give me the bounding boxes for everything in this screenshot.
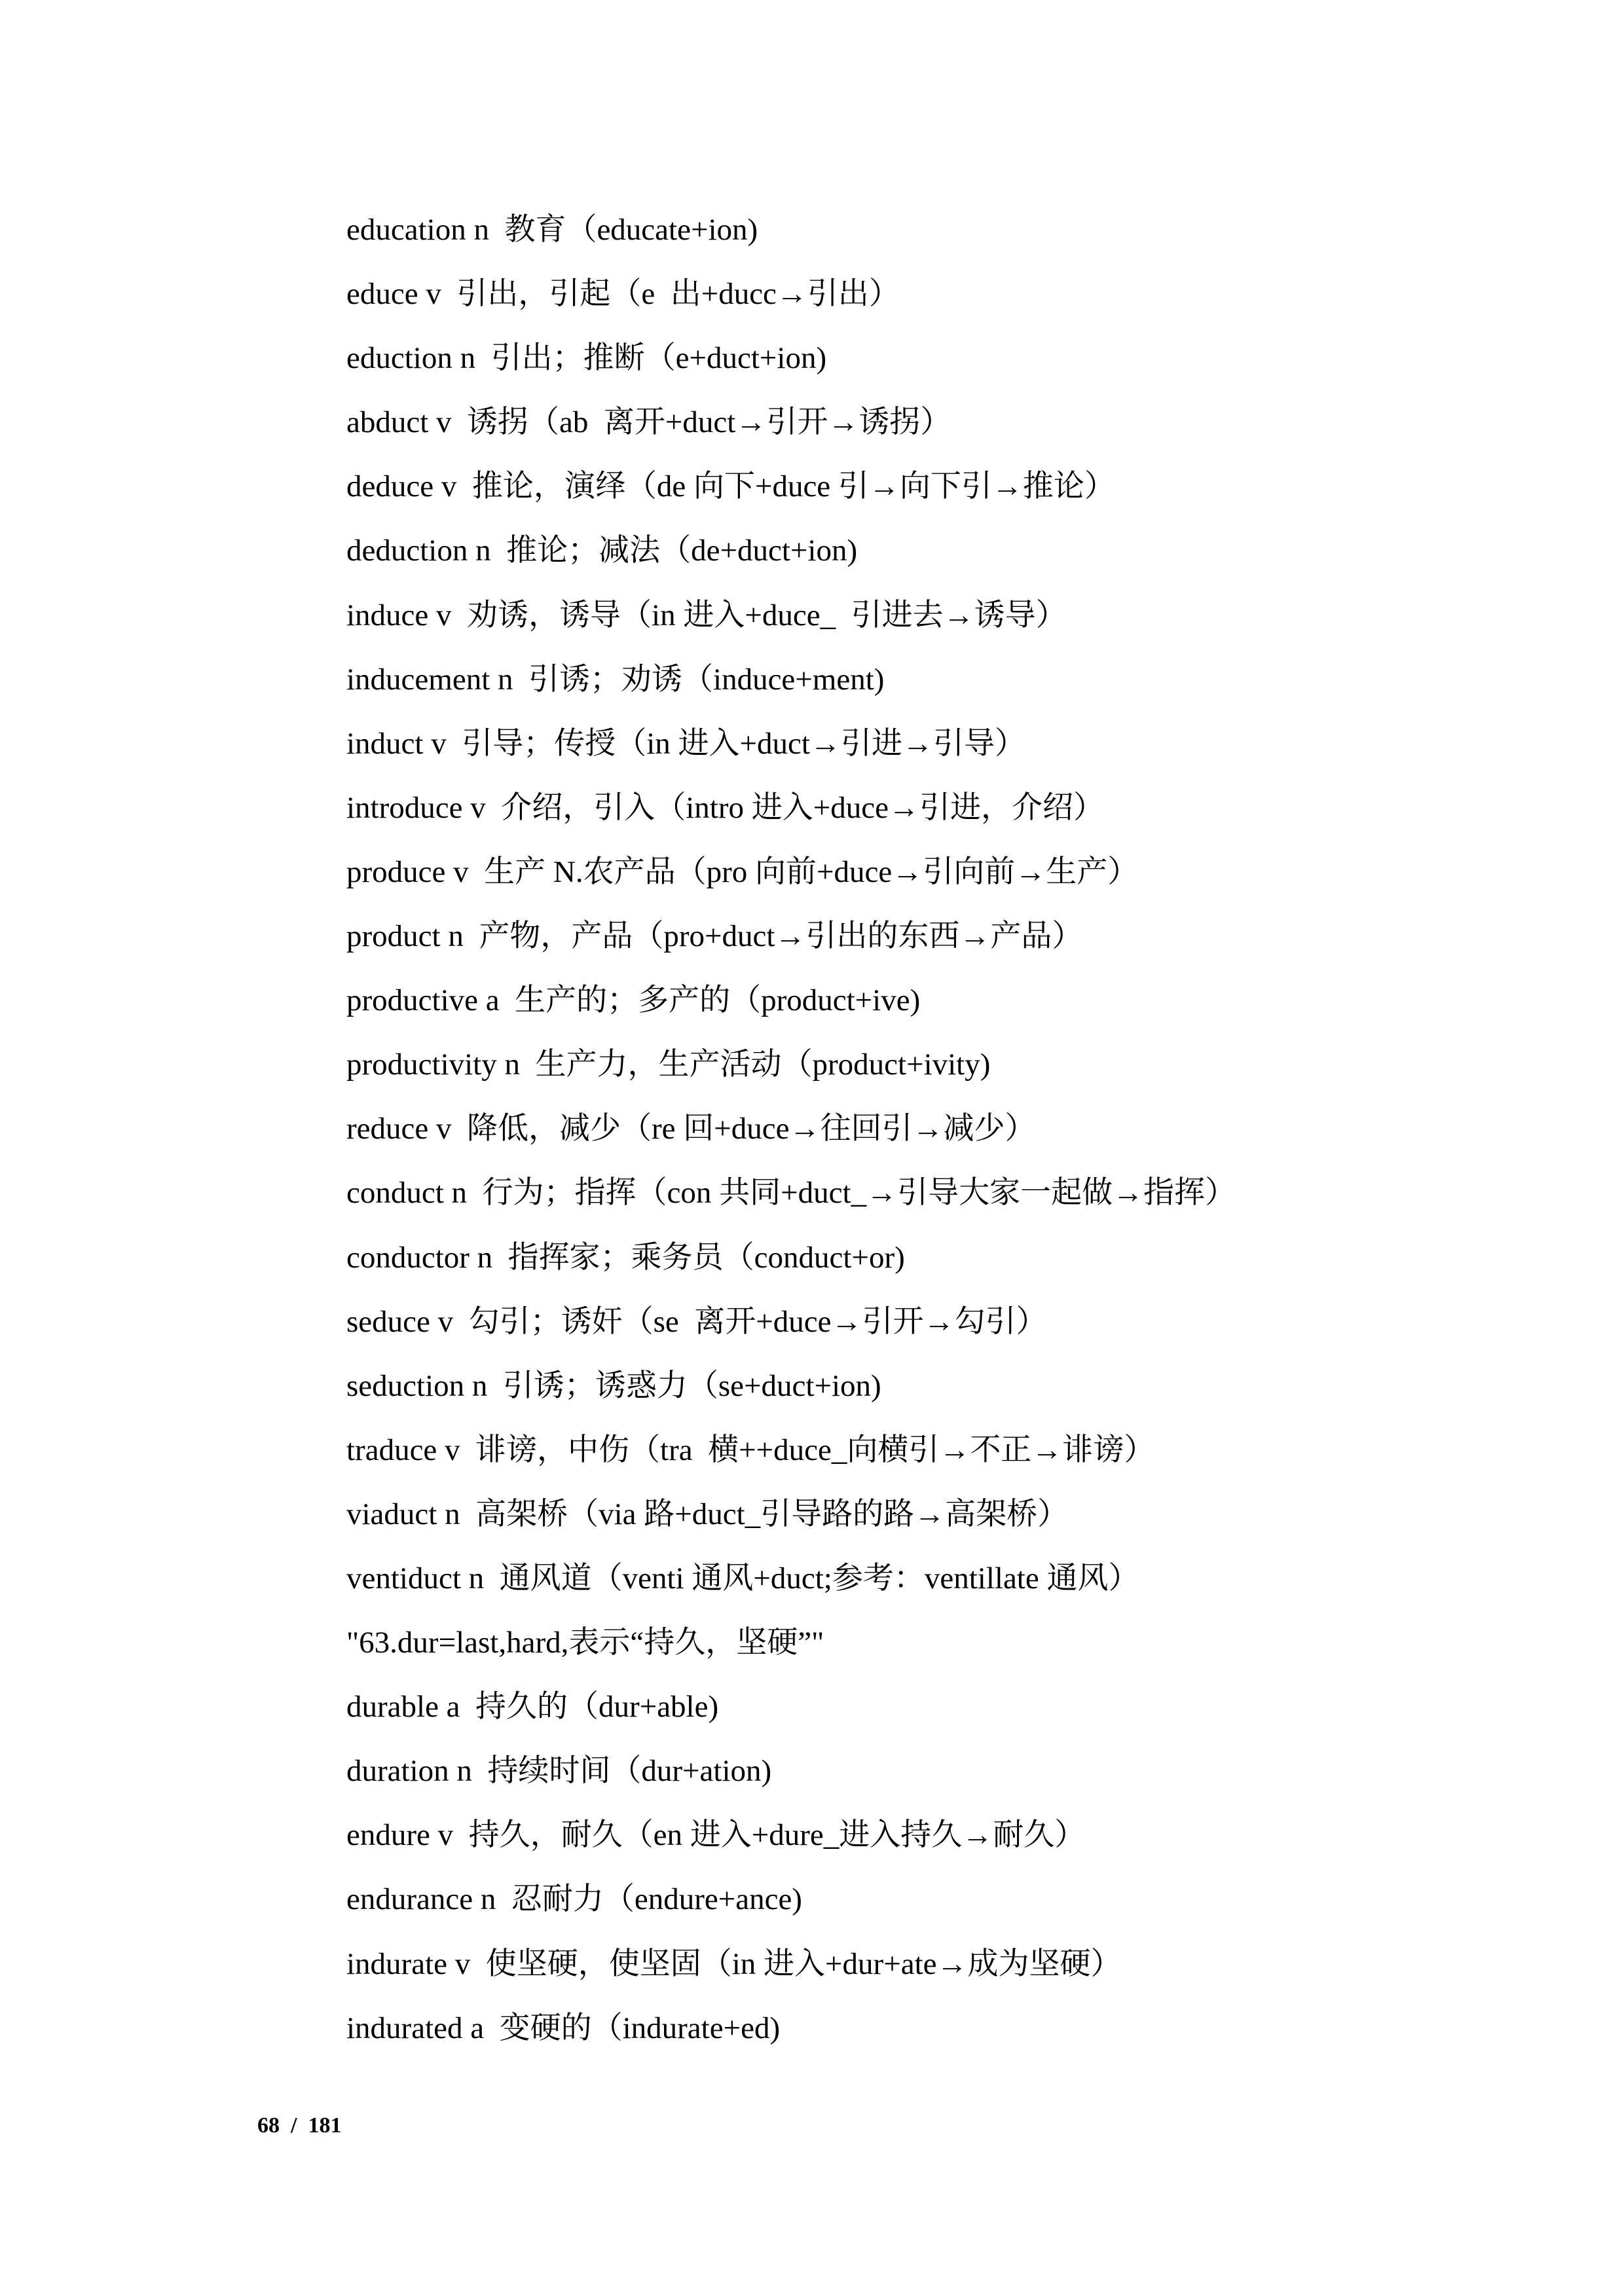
vocabulary-entry: inducement n 引诱；劝诱（induce+ment) bbox=[346, 662, 885, 697]
vocabulary-entry: endure v 持久，耐久（en 进入+dure_进入持久→耐久） bbox=[346, 1818, 1086, 1853]
vocabulary-list bbox=[346, 206, 1591, 2069]
vocabulary-entry: viaduct n 高架桥（via 路+duct_引导路的路→高架桥） bbox=[346, 1497, 1069, 1531]
vocabulary-entry: productive a 生产的；多产的（product+ive) bbox=[346, 983, 921, 1018]
vocabulary-entry: introduce v 介绍，引入（intro 进入+duce→引进，介绍） bbox=[346, 790, 1104, 825]
vocabulary-entry: product n 产物，产品（pro+duct→引出的东西→产品） bbox=[346, 919, 1083, 954]
vocabulary-entry: induct v 引导；传授（in 进入+duct→引进→引导） bbox=[346, 726, 1025, 761]
vocabulary-entry: productivity n 生产力，生产活动（product+ivity) bbox=[346, 1048, 991, 1082]
vocabulary-entry: induce v 劝诱，诱导（in 进入+duce_ 引进去→诱导） bbox=[346, 598, 1067, 632]
vocabulary-entry: duration n 持续时间（dur+ation) bbox=[346, 1754, 772, 1789]
vocabulary-entry: produce v 生产 N.农产品（pro 向前+duce→引向前→生产） bbox=[346, 854, 1139, 889]
vocabulary-entry: ventiduct n 通风道（venti 通风+duct;参考：ventillate 通风） bbox=[346, 1561, 1139, 1595]
vocabulary-entry: seduce v 勾引；诱奸（se 离开+duce→引开→勾引） bbox=[346, 1304, 1047, 1339]
page-number: 68 / 181 bbox=[257, 2113, 342, 2138]
vocabulary-entry: abduct v 诱拐（ab 离开+duct→引开→诱拐） bbox=[346, 405, 951, 440]
vocabulary-entry: conduct n 行为；指挥（con 共同+duct_→引导大家一起做→指挥） bbox=[346, 1176, 1236, 1211]
vocabulary-entry: reduce v 降低，减少（re 回+duce→往回引→减少） bbox=[346, 1112, 1036, 1146]
vocabulary-entry: endurance n 忍耐力（endure+ance) bbox=[346, 1882, 802, 1917]
vocabulary-entry: educe v 引出，引起（e 出+ducc→引出） bbox=[346, 277, 900, 312]
vocabulary-entry: durable a 持久的（dur+able) bbox=[346, 1690, 719, 1724]
vocabulary-entry: eduction n 引出；推断（e+duct+ion) bbox=[346, 341, 827, 376]
vocabulary-entry: indurated a 变硬的（indurate+ed) bbox=[346, 2011, 781, 2045]
vocabulary-entry: education n 教育（educate+ion) bbox=[346, 213, 758, 247]
vocabulary-entry: traduce v 诽谤，中伤（tra 横++duce_向横引→不正→诽谤） bbox=[346, 1432, 1155, 1467]
vocabulary-entry: seduction n 引诱；诱惑力（se+duct+ion) bbox=[346, 1368, 881, 1403]
vocabulary-entry: indurate v 使坚硬，使坚固（in 进入+dur+ate→成为坚硬） bbox=[346, 1946, 1122, 1981]
vocabulary-entry: deduce v 推论，演绎（de 向下+duce 引→向下引→推论） bbox=[346, 469, 1115, 504]
section-heading: "63.dur=last,hard,表示“持久，坚硬”" bbox=[346, 1626, 824, 1660]
vocabulary-entry: conductor n 指挥家；乘务员（conduct+or) bbox=[346, 1240, 905, 1275]
vocabulary-entry: deduction n 推论；减法（de+duct+ion) bbox=[346, 534, 858, 568]
